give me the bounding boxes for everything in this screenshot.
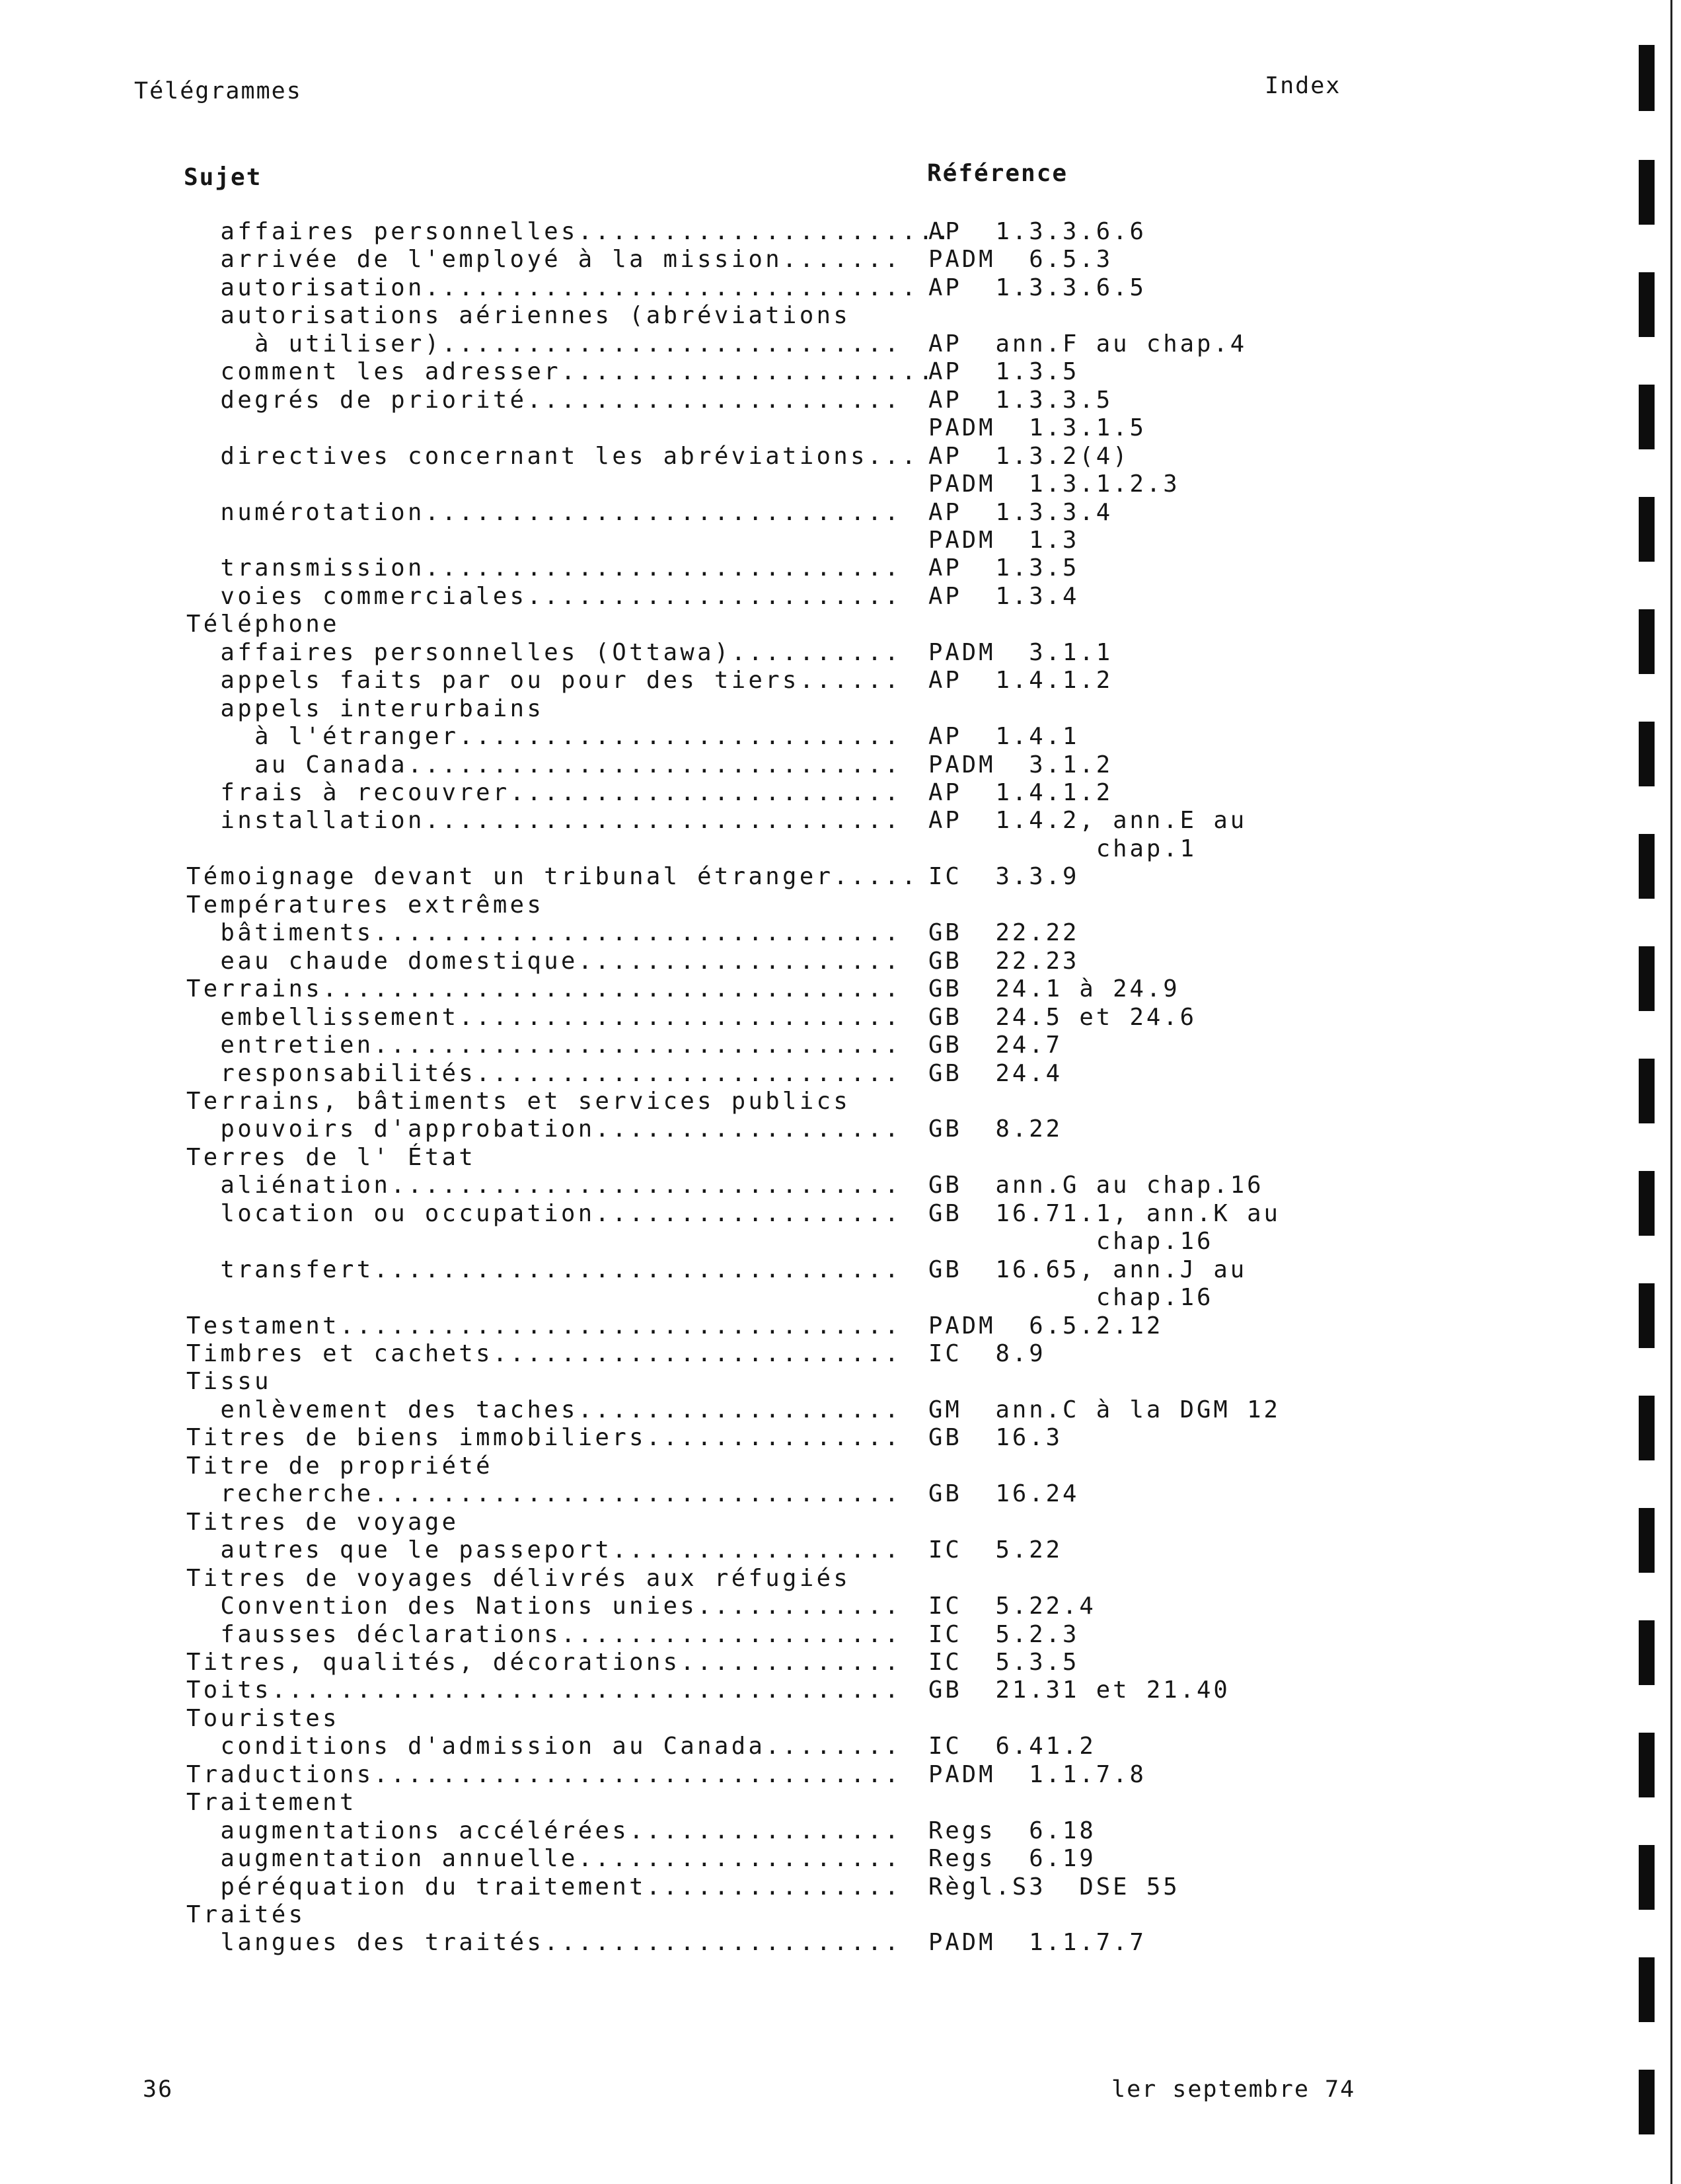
index-entry-text: enlèvement des taches................... bbox=[186, 1396, 902, 1423]
index-entry-text: au Canada............................. bbox=[186, 751, 902, 778]
index-entry-text: embellissement.......................... bbox=[186, 1004, 902, 1031]
index-entry-reference: chap.16 bbox=[928, 1228, 1214, 1255]
binding-mark bbox=[1639, 1283, 1655, 1348]
index-entry-reference: GB 16.3 bbox=[928, 1424, 1063, 1451]
running-header-right: Index bbox=[1265, 73, 1341, 99]
index-entry-text: entretien............................... bbox=[186, 1032, 902, 1059]
running-header-left: Télégrammes bbox=[134, 78, 302, 104]
index-entry-reference: AP 1.4.1.2 bbox=[928, 667, 1113, 694]
binding-mark bbox=[1639, 272, 1655, 337]
index-entry-reference: AP 1.4.1 bbox=[928, 723, 1080, 750]
index-entry-reference: PADM 1.1.7.7 bbox=[928, 1929, 1146, 1956]
index-entry-reference: GB 22.22 bbox=[928, 919, 1080, 946]
index-entry-reference: PADM 6.5.3 bbox=[928, 246, 1113, 273]
index-entry-reference: PADM 3.1.1 bbox=[928, 639, 1113, 666]
index-entry-text: augmentation annuelle................... bbox=[186, 1845, 902, 1872]
index-entry-text: frais à recouvrer....................... bbox=[186, 779, 902, 806]
index-entry-text: à l'étranger.......................... bbox=[186, 723, 902, 750]
index-entry-reference: PADM 1.1.7.8 bbox=[928, 1761, 1146, 1788]
index-entry-text: voies commerciales...................... bbox=[186, 583, 902, 610]
index-entry-reference: IC 3.3.9 bbox=[928, 863, 1080, 890]
index-entry-reference: GB 21.31 et 21.40 bbox=[928, 1676, 1230, 1704]
index-entry-text: Timbres et cachets........................ bbox=[186, 1340, 902, 1367]
index-entry-text: degrés de priorité...................... bbox=[186, 387, 902, 414]
column-header-reference: Référence bbox=[927, 160, 1068, 187]
index-entry-text: Titres de voyage bbox=[186, 1509, 459, 1536]
index-entry-text: location ou occupation.................. bbox=[186, 1200, 902, 1227]
index-entry-text: Testament................................. bbox=[186, 1312, 902, 1339]
index-entry-reference: GB 24.5 et 24.6 bbox=[928, 1004, 1197, 1031]
binding-mark bbox=[1639, 1957, 1655, 2022]
index-entry-text: autres que le passeport................. bbox=[186, 1536, 902, 1563]
index-entry-reference: IC 5.2.3 bbox=[928, 1621, 1080, 1648]
index-entry-reference: IC 5.22 bbox=[928, 1536, 1063, 1563]
index-entry-text: Traités bbox=[186, 1901, 306, 1928]
index-entry-text: arrivée de l'employé à la mission....... bbox=[186, 246, 902, 273]
index-entry-text: Terrains, bâtiments et services publics bbox=[186, 1088, 851, 1115]
page-edge bbox=[1670, 0, 1672, 2184]
binding-mark bbox=[1639, 2070, 1655, 2134]
index-entry-reference: GB 16.65, ann.J au bbox=[928, 1256, 1248, 1283]
index-entry-text: Titres, qualités, décorations............. bbox=[186, 1649, 902, 1676]
index-entry-text: Traductions............................... bbox=[186, 1761, 902, 1788]
index-entry-text: recherche............................... bbox=[186, 1480, 902, 1507]
index-entry-reference: IC 5.22.4 bbox=[928, 1593, 1096, 1620]
index-entry-text: Titres de biens immobiliers............... bbox=[186, 1424, 902, 1451]
index-entry-reference: GB 24.7 bbox=[928, 1032, 1063, 1059]
index-entry-reference: GB 24.1 à 24.9 bbox=[928, 975, 1180, 1002]
index-entry-text: Toits..................................... bbox=[186, 1676, 902, 1704]
index-entry-reference: PADM 6.5.2.12 bbox=[928, 1312, 1164, 1339]
index-entry-reference: PADM 1.3.1.5 bbox=[928, 414, 1146, 441]
index-entry-reference: PADM 1.3 bbox=[928, 527, 1080, 554]
binding-mark bbox=[1639, 1508, 1655, 1573]
binding-mark bbox=[1639, 1620, 1655, 1685]
index-entry-text: autorisations aériennes (abréviations bbox=[186, 302, 851, 329]
index-entry-text: aliénation.............................. bbox=[186, 1172, 902, 1199]
index-entry-reference: AP 1.3.4 bbox=[928, 583, 1080, 610]
index-entry-text: Températures extrêmes bbox=[186, 891, 544, 919]
index-entry-reference: GB 22.23 bbox=[928, 948, 1080, 975]
page-number: 36 bbox=[143, 2076, 174, 2103]
binding-mark bbox=[1639, 1845, 1655, 1910]
index-entry-text: Terres de l' État bbox=[186, 1144, 476, 1171]
index-entry-text: Traitement bbox=[186, 1789, 357, 1816]
index-entry-text: fausses déclarations.................... bbox=[186, 1621, 902, 1648]
index-entry-reference: GB 8.22 bbox=[928, 1115, 1063, 1143]
index-entry-text: eau chaude domestique................... bbox=[186, 948, 902, 975]
index-entry-reference: Regs 6.18 bbox=[928, 1817, 1096, 1844]
index-entry-text: comment les adresser...................... bbox=[186, 358, 936, 385]
index-entry-text: directives concernant les abréviations... bbox=[186, 443, 919, 470]
index-entry-reference: GB 16.71.1, ann.K au bbox=[928, 1200, 1281, 1227]
binding-mark bbox=[1639, 497, 1655, 562]
index-entry-reference: AP 1.4.2, ann.E au bbox=[928, 807, 1248, 834]
index-entry-text: numérotation............................ bbox=[186, 499, 902, 526]
index-entry-reference: GB 16.24 bbox=[928, 1480, 1080, 1507]
index-entry-text: Témoignage devant un tribunal étranger..... bbox=[186, 863, 919, 890]
index-entry-text: conditions d'admission au Canada........ bbox=[186, 1733, 902, 1760]
binding-mark bbox=[1639, 45, 1655, 111]
index-entry-text: Touristes bbox=[186, 1705, 340, 1732]
index-entry-text: affaires personnelles...................... bbox=[186, 218, 953, 245]
index-entry-text: Terrains.................................. bbox=[186, 975, 902, 1002]
index-entry-reference: IC 8.9 bbox=[928, 1340, 1046, 1367]
index-entry-reference: GM ann.C à la DGM 12 bbox=[928, 1396, 1281, 1423]
index-entry-text: langues des traités..................... bbox=[186, 1929, 902, 1956]
index-entry-reference: PADM 1.3.1.2.3 bbox=[928, 471, 1180, 498]
index-entry-text: affaires personnelles (Ottawa).......... bbox=[186, 639, 902, 666]
index-entry-reference: PADM 3.1.2 bbox=[928, 751, 1113, 778]
binding-mark bbox=[1639, 1059, 1655, 1123]
index-entry-text: Titres de voyages délivrés aux réfugiés bbox=[186, 1565, 851, 1592]
index-entry-text: autorisation............................. bbox=[186, 274, 919, 301]
index-entry-text: transfert............................... bbox=[186, 1256, 902, 1283]
index-entry-reference: chap.16 bbox=[928, 1284, 1214, 1311]
binding-mark bbox=[1639, 609, 1655, 674]
index-entry-reference: AP 1.4.1.2 bbox=[928, 779, 1113, 806]
index-entry-reference: AP 1.3.3.5 bbox=[928, 387, 1113, 414]
index-entry-text: transmission............................ bbox=[186, 554, 902, 582]
index-entry-reference: Règl.S3 DSE 55 bbox=[928, 1873, 1180, 1901]
index-entry-text: pouvoirs d'approbation.................. bbox=[186, 1115, 902, 1143]
binding-mark bbox=[1639, 1396, 1655, 1460]
index-entry-reference: IC 6.41.2 bbox=[928, 1733, 1096, 1760]
index-entry-reference: AP ann.F au chap.4 bbox=[928, 330, 1248, 358]
index-entry-text: Titre de propriété bbox=[186, 1452, 493, 1480]
index-entry-text: appels faits par ou pour des tiers...... bbox=[186, 667, 902, 694]
index-entry-text: à utiliser)........................... bbox=[186, 330, 902, 358]
index-entry-text: appels interurbains bbox=[186, 695, 544, 722]
binding-mark bbox=[1639, 385, 1655, 449]
index-entry-text: installation............................ bbox=[186, 807, 902, 834]
binding-mark bbox=[1639, 946, 1655, 1011]
index-entry-text: augmentations accélérées................ bbox=[186, 1817, 902, 1844]
binding-mark bbox=[1639, 160, 1655, 225]
index-entry-text: Tissu bbox=[186, 1368, 272, 1395]
index-entry-reference: AP 1.3.3.6.5 bbox=[928, 274, 1146, 301]
index-entry-reference: AP 1.3.2(4) bbox=[928, 443, 1130, 470]
index-entry-text: responsabilités......................... bbox=[186, 1060, 902, 1087]
binding-mark bbox=[1639, 1171, 1655, 1236]
index-entry-reference: IC 5.3.5 bbox=[928, 1649, 1080, 1676]
binding-mark bbox=[1639, 1733, 1655, 1797]
index-entry-reference: AP 1.3.5 bbox=[928, 358, 1080, 385]
index-entry-reference: AP 1.3.3.6.6 bbox=[928, 218, 1146, 245]
index-entry-text: péréquation du traitement............... bbox=[186, 1873, 902, 1901]
index-entry-reference: chap.1 bbox=[928, 835, 1197, 862]
column-header-subject: Sujet bbox=[184, 164, 262, 191]
index-entry-reference: Regs 6.19 bbox=[928, 1845, 1096, 1872]
binding-mark bbox=[1639, 834, 1655, 899]
index-entry-reference: GB ann.G au chap.16 bbox=[928, 1172, 1264, 1199]
index-entry-text: Convention des Nations unies............ bbox=[186, 1593, 902, 1620]
index-entry-reference: GB 24.4 bbox=[928, 1060, 1063, 1087]
binding-mark bbox=[1639, 722, 1655, 786]
index-entry-text: bâtiments............................... bbox=[186, 919, 902, 946]
footer-date: ler septembre 74 bbox=[1111, 2076, 1356, 2103]
index-entry-reference: AP 1.3.3.4 bbox=[928, 499, 1113, 526]
index-entry-text: Téléphone bbox=[186, 611, 340, 638]
index-entry-reference: AP 1.3.5 bbox=[928, 554, 1080, 582]
